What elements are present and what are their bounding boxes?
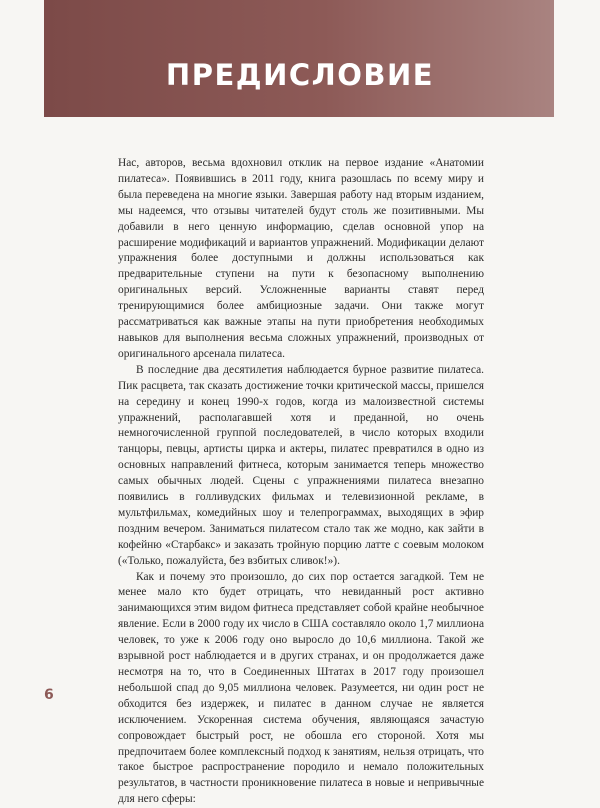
chapter-title: ПРЕДИСЛОВИЕ xyxy=(165,58,435,92)
body-text xyxy=(118,156,484,808)
paragraph-2: В последние два десятилетия наблюдается бурное развитие пилатеса. Пик расцвета, так сказать достижение точки критической массы, пришелся на середину и конец 1990-х годов, когда из малоизвестной системы упражнений, располагавшей хотя и преданной, но очень немногочисленной группой последователей, в число которых входили танцоры, певцы, артисты цирка и актеры, пилатес превратился в одно из основных направлений фитнеса, которым занимается теперь множество самых обычных людей. Сцены с упражнениями пилатеса внезапно появились в голливудских фильмах и телевизионной рекламе, в мультфильмах, комедийных шоу и телепрограммах, выходящих в эфир поздним вечером. Заниматься пилатесом стало так же модно, как зайти в кофейню «Старбакс» и заказать тройную порцию латте с соевым молоком («Только, пожалуйста, без взбитых сливок!»). xyxy=(118,363,484,567)
page-number: 6 xyxy=(44,687,54,703)
paragraph-1: Нас, авторов, весьма вдохновил отклик на первое издание «Анатомии пилатеса». Появившись в 2011 году, книга разошлась по всему миру и была переведена на многие языки. Завершая работу над вторым изданием, мы надеемся, что отзывы читателей будут столь же позитивными. Мы добавили в него ценную информацию, сделав основной упор на расширение модификаций и вариантов упражнений. Модификации делают упражнения более доступными и должны использоваться как предварительные ступени на пути к безопасному выполнению оригинальных версий. Усложненные варианты ставят перед тренирующимися более амбициозные задачи. Они также могут рассматриваться как важные этапы на пути приобретения необходимых навыков для выполнения весьма сложных упражнений, производных от оригинального арсенала пилатеса. xyxy=(118,157,484,360)
paragraph-3: Как и почему это произошло, до сих пор остается загадкой. Тем не менее мало кто будет отрицать, что невиданный рост активно занимающихся этим видом фитнеса представляет собой крайне необычное явление. Если в 2000 году их число в США составляло около 1,7 миллиона человек, то уже к 2006 году оно выросло до 10,6 миллиона. Такой же взрывной рост наблюдается и в других странах, и он продолжается даже несмотря на то, что в Соединенных Штатах в 2017 году произошел небольшой спад до 9,05 миллиона человек. Разумеется, ни один рост не обходится без издержек, и пилатес в данном случае не является исключением. Ускоренная система обучения, являющаяся зачастую сопровождает быстрый рост, не обошла его стороной. Хотя мы предпочитаем более комплексный подход к занятиям, нельзя отрицать, что такое быстрое распространение породило и немало положительных результатов, в частности проникновение пилатеса в новые и непривычные для него сферы: xyxy=(118,570,484,806)
